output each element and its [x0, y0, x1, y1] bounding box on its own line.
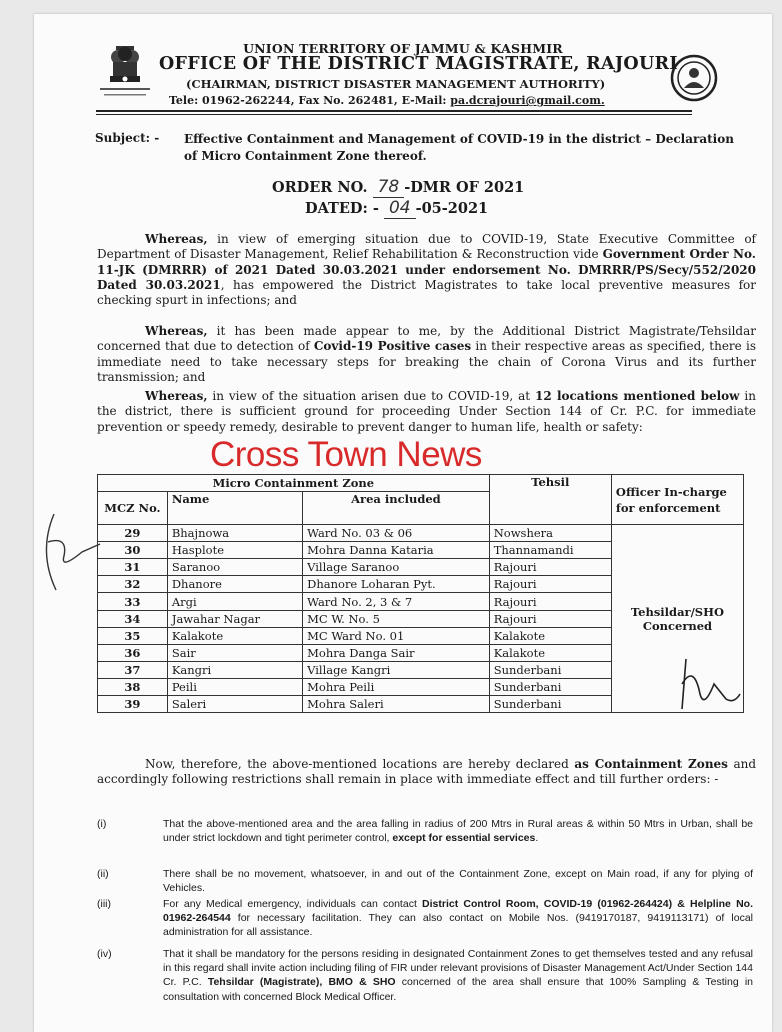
col-tehsil-header: Tehsil [489, 475, 611, 525]
mcz-number-cell: 39 [98, 696, 168, 713]
zone-name-cell: Kangri [167, 661, 302, 678]
para-text: it has been made appear to me, by the Additional District Magistrate/Tehsildar concerned that due to detection of [97, 324, 756, 354]
item-text [163, 817, 753, 845]
area-included-cell: Village Kangri [303, 661, 490, 678]
zone-name-cell: Saranoo [167, 559, 302, 576]
tehsil-cell: Rajouri [489, 559, 611, 576]
para-bold: as Containment Zones [574, 757, 728, 771]
zone-name-cell: Kalakote [167, 627, 302, 644]
mcz-number-cell: 34 [98, 610, 168, 627]
tehsil-cell: Thannamandi [489, 542, 611, 559]
item-number: (ii) [97, 868, 109, 880]
table-row [98, 525, 744, 542]
containment-zone-table [97, 474, 744, 713]
margin-initial-icon [34, 512, 104, 592]
zone-name-cell: Argi [167, 593, 302, 610]
area-included-cell: Village Saranoo [303, 559, 490, 576]
table-group-header: Micro Containment Zone [98, 475, 490, 492]
tehsil-cell: Rajouri [489, 610, 611, 627]
item-text [163, 867, 753, 895]
area-included-cell: MC W. No. 5 [303, 610, 490, 627]
col-officer-header: Officer In-charge for enforcement [611, 475, 743, 525]
area-included-cell: Ward No. 2, 3 & 7 [303, 593, 490, 610]
header-divider [96, 110, 692, 115]
para-bold: Government Order No. 11-JK (DMRRR) of 2021 Dated 30.03.2021 under endorsement No. DMRRR/PS/Secy/552/2020 Dated 30.03.2021 [97, 247, 756, 292]
zone-name-cell: Bhajnowa [167, 525, 302, 542]
order-prefix: ORDER NO. [272, 179, 368, 196]
mcz-number-cell: 33 [98, 593, 168, 610]
mcz-number-cell: 38 [98, 678, 168, 695]
header-office: OFFICE OF THE DISTRICT MAGISTRATE, RAJOURI [159, 54, 678, 74]
tehsil-cell: Sunderbani [489, 678, 611, 695]
area-included-cell: Mohra Peili [303, 678, 490, 695]
mcz-number-cell: 31 [98, 559, 168, 576]
para-text: , has empowered the District Magistrates to take local preventive measures for checking spurt in infections; and [97, 277, 756, 308]
col-name-header: Name [167, 492, 302, 525]
area-included-cell: Dhanore Loharan Pyt. [303, 576, 490, 593]
whereas-label: Whereas, [145, 324, 208, 338]
order-number [272, 177, 524, 197]
mcz-number-cell: 37 [98, 661, 168, 678]
item-text-c: concerned of the area shall ensure that 100% Sampling & Testing in consultation with concerned Block Medical Officer. [163, 976, 753, 1003]
para-text: in view of emerging situation due to COVID-19, State Executive Committee of Department of Disaster Management, Relief Rehabilitation & Reconstruction vide [97, 232, 756, 262]
subject-text: Effective Containment and Management of COVID-19 in the district – Declaration of Micro Containment Zone thereof. [184, 132, 734, 163]
tehsil-cell: Sunderbani [489, 696, 611, 713]
zone-name-cell: Dhanore [167, 576, 302, 593]
col-mcz-header: MCZ No. [98, 492, 168, 525]
zone-name-cell: Sair [167, 644, 302, 661]
tehsil-cell: Rajouri [489, 593, 611, 610]
item-text-c: . [535, 832, 539, 845]
zone-name-cell: Jawahar Nagar [167, 610, 302, 627]
area-included-cell: MC Ward No. 01 [303, 627, 490, 644]
tehsil-cell: Kalakote [489, 627, 611, 644]
mcz-number-cell: 30 [98, 542, 168, 559]
watermark-text: Cross Town News [210, 435, 482, 474]
zone-name-cell: Hasplote [167, 542, 302, 559]
paragraph-whereas-1 [97, 232, 756, 308]
item-text-bold: District Control Room, COVID-19 (01962-264424) & Helpline No. 01962-264544 [163, 898, 753, 925]
item-number: (iii) [97, 898, 111, 910]
header-territory: UNION TERRITORY OF JAMMU & KASHMIR [243, 41, 563, 56]
tehsil-cell: Sunderbani [489, 661, 611, 678]
tehsil-cell: Kalakote [489, 644, 611, 661]
area-included-cell: Mohra Danna Kataria [303, 542, 490, 559]
email-address: pa.dcrajouri@gmail.com. [450, 94, 605, 107]
item-text-a: That it shall be mandatory for the persons residing in designated Containment Zones to get themselves tested and any refusal in this regard shall invite action including filing of FIR under relevant provisions of Disaster Management Act/Under Section 144 Cr. P.C. [163, 948, 753, 989]
area-included-cell: Mohra Saleri [303, 696, 490, 713]
table-body [98, 525, 744, 713]
para-bold: 12 locations mentioned below [534, 389, 740, 403]
item-text-bold: except for essential services [392, 832, 536, 845]
tehsil-cell: Rajouri [489, 576, 611, 593]
zone-name-cell: Saleri [167, 696, 302, 713]
item-text [163, 897, 753, 940]
area-included-cell: Mohra Danga Sair [303, 644, 490, 661]
para-text: and accordingly following restrictions shall remain in place with immediate effect and till further orders: - [97, 757, 757, 787]
order-number-handwritten: 78 [373, 177, 405, 198]
col-area-header: Area included [303, 492, 490, 525]
date-prefix: DATED: - [305, 200, 379, 217]
order-date [305, 198, 488, 218]
para-bold: Covid-19 Positive cases [313, 339, 472, 354]
para-text: in view of the situation arisen due to COVID-19, at [207, 389, 535, 403]
item-number: (i) [97, 818, 107, 830]
whereas-label: Whereas, [145, 232, 208, 246]
mcz-number-cell: 32 [98, 576, 168, 593]
whereas-label: Whereas, [145, 389, 208, 403]
area-included-cell: Ward No. 03 & 06 [303, 525, 490, 542]
document-page [34, 14, 772, 1032]
header-contact [169, 94, 605, 107]
para-text: in the district, there is sufficient ground for proceeding Under Section 144 of Cr. P.C. for immediate prevention or speedy remedy, desirable to prevent danger to human life, health or safety: [97, 389, 756, 434]
item-text [163, 947, 753, 1004]
subject-label: Subject: - [95, 131, 160, 145]
date-day-handwritten: 04 [384, 198, 416, 219]
contact-text: Tele: 01962-262244, Fax No. 262481, E-Mail: [169, 94, 451, 107]
paragraph-whereas-3 [97, 389, 756, 435]
item-text-bold: Tehsildar (Magistrate), BMO & SHO [207, 976, 396, 989]
mcz-number-cell: 36 [98, 644, 168, 661]
item-number: (iv) [97, 948, 112, 960]
item-text-c: for necessary facilitation. They can also contact on Mobile Nos. (9419170187, 9419113171) of local administration for all assistance. [163, 912, 753, 939]
item-text-a: There shall be no movement, whatsoever, in and out of the Containment Zone, except on Main road, if any for plying of Vehicles. [163, 868, 753, 895]
mcz-number-cell: 29 [98, 525, 168, 542]
para-text: Now, therefore, the above-mentioned locations are hereby declared [145, 757, 575, 771]
date-suffix: -05-2021 [415, 200, 489, 217]
tehsil-cell: Nowshera [489, 525, 611, 542]
header-authority: (CHAIRMAN, DISTRICT DISASTER MANAGEMENT AUTHORITY) [186, 77, 606, 91]
officer-in-charge-cell: Tehsildar/SHO Concerned [611, 525, 743, 713]
item-text-a: For any Medical emergency, individuals can contact [163, 898, 423, 910]
paragraph-therefore [97, 757, 756, 788]
order-suffix: -DMR OF 2021 [404, 179, 525, 196]
para-text: in their respective areas as specified, there is immediate need to take necessary steps for breaking the chain of Corona Virus and its further transmission; and [97, 339, 756, 384]
paragraph-whereas-2 [97, 324, 756, 385]
mcz-number-cell: 35 [98, 627, 168, 644]
item-text-a: That the above-mentioned area and the area falling in radius of 200 Mtrs in Rural areas & within 50 Mtrs in Urban, shall be under strict lockdown and tight perimeter control, [163, 818, 753, 845]
signature-icon [674, 654, 744, 714]
zone-name-cell: Peili [167, 678, 302, 695]
